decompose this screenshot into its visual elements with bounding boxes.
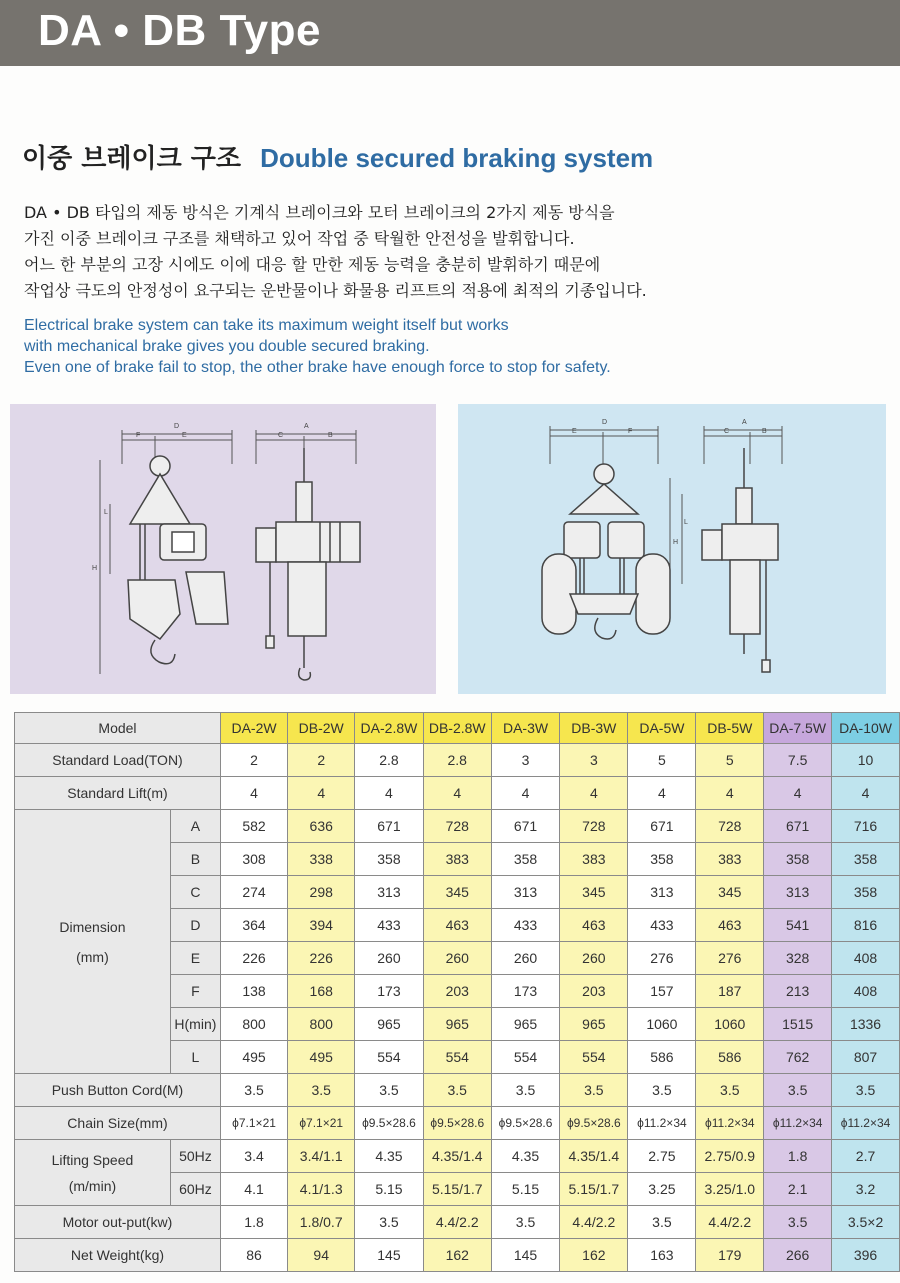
dimension-key: C: [170, 876, 220, 909]
table-cell: 308: [220, 843, 287, 876]
table-cell: 463: [696, 909, 764, 942]
table-cell: ϕ11.2×34: [832, 1107, 900, 1140]
table-cell: 3.25/1.0: [696, 1173, 764, 1206]
table-cell: 4.35: [355, 1140, 423, 1173]
model-header-cell: DB-2.8W: [423, 713, 491, 744]
table-cell: 463: [560, 909, 628, 942]
table-cell: 260: [491, 942, 559, 975]
table-cell: 554: [491, 1041, 559, 1074]
diagram-db-type: [458, 404, 886, 694]
table-cell: 4: [764, 777, 832, 810]
table-cell: 3.5: [423, 1074, 491, 1107]
table-cell: 358: [628, 843, 696, 876]
table-cell: 313: [355, 876, 423, 909]
dim-label-l: L: [104, 509, 108, 516]
table-cell: 396: [832, 1239, 900, 1272]
dimension-key: E: [170, 942, 220, 975]
table-cell: 1336: [832, 1008, 900, 1041]
dimension-label-line1: Dimension: [59, 918, 126, 935]
table-cell: 671: [491, 810, 559, 843]
table-cell: 3.2: [832, 1173, 900, 1206]
table-cell: 364: [220, 909, 287, 942]
table-cell: 495: [220, 1041, 287, 1074]
row-label: Standard Lift(m): [15, 777, 221, 810]
dim-label-d: D: [602, 419, 608, 426]
model-header-cell: DB-3W: [560, 713, 628, 744]
diagram-da-type: [10, 404, 436, 694]
table-cell: 3.5: [491, 1206, 559, 1239]
table-cell: 4.4/2.2: [560, 1206, 628, 1239]
model-header-cell: DA-10W: [832, 713, 900, 744]
table-cell: ϕ9.5×28.6: [423, 1107, 491, 1140]
table-cell: 586: [696, 1041, 764, 1074]
table-cell: 276: [696, 942, 764, 975]
section-heading: [22, 138, 653, 175]
table-cell: ϕ9.5×28.6: [560, 1107, 628, 1140]
dim-label-l: L: [684, 519, 688, 526]
intro-korean: [24, 200, 647, 304]
section-title-ko: 이중 브레이크 구조: [22, 144, 242, 174]
dim-label-a: A: [742, 419, 747, 426]
table-cell: 3.5×2: [832, 1206, 900, 1239]
table-cell: 807: [832, 1041, 900, 1074]
table-cell: 4.1/1.3: [288, 1173, 355, 1206]
dim-label-f: F: [628, 428, 633, 435]
table-cell: ϕ9.5×28.6: [491, 1107, 559, 1140]
table-cell: 3: [560, 744, 628, 777]
dim-label-a: A: [304, 423, 309, 430]
table-cell: 358: [832, 876, 900, 909]
table-cell: 408: [832, 942, 900, 975]
table-cell: 328: [764, 942, 832, 975]
table-cell: 671: [764, 810, 832, 843]
dimension-key: A: [170, 810, 220, 843]
table-cell: 358: [832, 843, 900, 876]
table-cell: 4: [491, 777, 559, 810]
lifting-speed-label-line2: (m/min): [68, 1177, 117, 1194]
table-cell: 162: [560, 1239, 628, 1272]
intro-ko-line: 어느 한 부분의 고장 시에도 이에 대응 할 만한 제동 능력을 충분히 발휘하기 때문에: [24, 255, 601, 274]
table-cell: 3.5: [764, 1074, 832, 1107]
table-cell: 345: [560, 876, 628, 909]
table-cell: 4.35/1.4: [423, 1140, 491, 1173]
table-cell: 3.5: [220, 1074, 287, 1107]
table-cell: 1515: [764, 1008, 832, 1041]
table-cell: 728: [423, 810, 491, 843]
table-cell: 4: [560, 777, 628, 810]
row-label: Standard Load(TON): [15, 744, 221, 777]
table-cell: 554: [355, 1041, 423, 1074]
table-cell: 313: [764, 876, 832, 909]
table-cell: 554: [560, 1041, 628, 1074]
dim-label-b: B: [762, 428, 767, 435]
table-cell: 4: [832, 777, 900, 810]
table-cell: 260: [560, 942, 628, 975]
table-cell: 4: [696, 777, 764, 810]
table-cell: 3.5: [560, 1074, 628, 1107]
intro-en-line: Electrical brake system can take its maximum weight itself but works: [24, 317, 509, 334]
dim-label-c: C: [278, 432, 284, 439]
table-cell: 3.25: [628, 1173, 696, 1206]
model-header-cell: DB-5W: [696, 713, 764, 744]
table-cell: ϕ7.1×21: [220, 1107, 287, 1140]
table-cell: 463: [423, 909, 491, 942]
table-row: [15, 777, 900, 810]
table-cell: 5.15: [491, 1173, 559, 1206]
table-cell: 86: [220, 1239, 287, 1272]
table-cell: 338: [288, 843, 355, 876]
table-cell: 433: [628, 909, 696, 942]
table-cell: 3.5: [764, 1206, 832, 1239]
table-cell: 495: [288, 1041, 355, 1074]
table-cell: 4.35/1.4: [560, 1140, 628, 1173]
table-cell: 2.1: [764, 1173, 832, 1206]
table-cell: 173: [491, 975, 559, 1008]
table-cell: ϕ9.5×28.6: [355, 1107, 423, 1140]
table-cell: 586: [628, 1041, 696, 1074]
table-cell: 800: [288, 1008, 355, 1041]
table-cell: 226: [288, 942, 355, 975]
dimension-label: [15, 810, 171, 1074]
table-cell: 226: [220, 942, 287, 975]
table-cell: 2.75: [628, 1140, 696, 1173]
dim-label-d: D: [174, 423, 180, 430]
table-cell: 138: [220, 975, 287, 1008]
dim-label-h: H: [673, 539, 679, 546]
table-cell: 162: [423, 1239, 491, 1272]
table-cell: 3.4: [220, 1140, 287, 1173]
table-cell: 358: [764, 843, 832, 876]
row-label: Net Weight(kg): [15, 1239, 221, 1272]
table-cell: 1.8: [220, 1206, 287, 1239]
table-row: [15, 1107, 900, 1140]
table-cell: 345: [423, 876, 491, 909]
spec-table: [14, 712, 900, 1272]
intro-en-line: Even one of brake fail to stop, the other brake have enough force to stop for safety.: [24, 359, 611, 376]
table-cell: ϕ11.2×34: [764, 1107, 832, 1140]
lifting-speed-label-line1: Lifting Speed: [51, 1151, 134, 1168]
dim-label-c: C: [724, 428, 730, 435]
table-cell: 274: [220, 876, 287, 909]
table-cell: 1.8: [764, 1140, 832, 1173]
model-header-cell: DA-2W: [220, 713, 287, 744]
table-cell: 276: [628, 942, 696, 975]
table-cell: 762: [764, 1041, 832, 1074]
table-cell: 716: [832, 810, 900, 843]
dim-label-f: F: [136, 432, 141, 439]
table-row: [15, 1239, 900, 1272]
intro-en-line: with mechanical brake gives you double secured braking.: [24, 338, 430, 355]
table-cell: 383: [696, 843, 764, 876]
frequency-key: 50Hz: [170, 1140, 220, 1173]
dim-label-b: B: [328, 432, 333, 439]
table-cell: 1060: [628, 1008, 696, 1041]
table-cell: 4: [628, 777, 696, 810]
table-row: [15, 1074, 900, 1107]
table-cell: 187: [696, 975, 764, 1008]
table-cell: 3.5: [355, 1074, 423, 1107]
table-cell: 298: [288, 876, 355, 909]
dim-label-e: E: [182, 432, 187, 439]
hoist-drawing-da: [10, 404, 436, 694]
table-cell: 1.8/0.7: [288, 1206, 355, 1239]
table-cell: 800: [220, 1008, 287, 1041]
table-cell: 179: [696, 1239, 764, 1272]
table-cell: 2: [220, 744, 287, 777]
table-cell: 4.4/2.2: [696, 1206, 764, 1239]
table-cell: 94: [288, 1239, 355, 1272]
table-cell: 260: [423, 942, 491, 975]
model-header-cell: DA-7.5W: [764, 713, 832, 744]
table-cell: 3.5: [288, 1074, 355, 1107]
table-cell: 5.15/1.7: [560, 1173, 628, 1206]
table-cell: 383: [560, 843, 628, 876]
table-cell: 965: [355, 1008, 423, 1041]
table-cell: 203: [560, 975, 628, 1008]
dim-label-h: H: [92, 565, 98, 572]
table-row: [15, 744, 900, 777]
table-cell: 145: [355, 1239, 423, 1272]
table-cell: 3.5: [628, 1074, 696, 1107]
table-cell: 168: [288, 975, 355, 1008]
table-row: [15, 1206, 900, 1239]
table-cell: 145: [491, 1239, 559, 1272]
table-cell: ϕ11.2×34: [696, 1107, 764, 1140]
dimension-key: L: [170, 1041, 220, 1074]
table-cell: 1060: [696, 1008, 764, 1041]
table-cell: 260: [355, 942, 423, 975]
row-label: Chain Size(mm): [15, 1107, 221, 1140]
intro-english: [24, 315, 611, 378]
table-cell: 582: [220, 810, 287, 843]
table-cell: 965: [560, 1008, 628, 1041]
model-header-cell: DA-3W: [491, 713, 559, 744]
table-cell: 10: [832, 744, 900, 777]
dimension-label-line2: (mm): [76, 948, 109, 965]
table-cell: 4.35: [491, 1140, 559, 1173]
table-cell: 383: [423, 843, 491, 876]
table-cell: 157: [628, 975, 696, 1008]
table-cell: 5: [628, 744, 696, 777]
table-cell: 163: [628, 1239, 696, 1272]
table-cell: 2.8: [355, 744, 423, 777]
table-cell: 2.7: [832, 1140, 900, 1173]
table-cell: 313: [491, 876, 559, 909]
table-cell: 3.4/1.1: [288, 1140, 355, 1173]
table-cell: 345: [696, 876, 764, 909]
table-cell: 433: [355, 909, 423, 942]
row-label: Motor out-put(kw): [15, 1206, 221, 1239]
section-title-en: Double secured braking system: [260, 143, 654, 173]
table-cell: 3.5: [491, 1074, 559, 1107]
intro-ko-line: 작업상 극도의 안정성이 요구되는 운반물이나 화물용 리프트의 적용에 최적의 기종입니다.: [24, 281, 647, 300]
row-label: Push Button Cord(M): [15, 1074, 221, 1107]
table-cell: 5: [696, 744, 764, 777]
table-cell: 4.1: [220, 1173, 287, 1206]
table-cell: 433: [491, 909, 559, 942]
dimension-key: B: [170, 843, 220, 876]
table-cell: 3.5: [628, 1206, 696, 1239]
intro-ko-line: 가진 이중 브레이크 구조를 채택하고 있어 작업 중 탁월한 안전성을 발휘합니다.: [24, 229, 575, 248]
table-cell: 3.5: [696, 1074, 764, 1107]
table-cell: 965: [423, 1008, 491, 1041]
table-cell: ϕ7.1×21: [288, 1107, 355, 1140]
dimension-key: H(min): [170, 1008, 220, 1041]
table-row: [15, 1140, 900, 1173]
table-cell: 816: [832, 909, 900, 942]
table-cell: 203: [423, 975, 491, 1008]
table-cell: 4: [355, 777, 423, 810]
table-cell: 173: [355, 975, 423, 1008]
table-cell: 5.15/1.7: [423, 1173, 491, 1206]
table-cell: 3.5: [832, 1074, 900, 1107]
model-header-cell: DA-5W: [628, 713, 696, 744]
table-cell: 266: [764, 1239, 832, 1272]
frequency-key: 60Hz: [170, 1173, 220, 1206]
table-cell: 554: [423, 1041, 491, 1074]
model-header-cell: DA-2.8W: [355, 713, 423, 744]
dim-label-e: E: [572, 428, 577, 435]
table-cell: 358: [491, 843, 559, 876]
dimension-key: F: [170, 975, 220, 1008]
table-cell: 213: [764, 975, 832, 1008]
lifting-speed-label: [15, 1140, 171, 1206]
table-cell: 358: [355, 843, 423, 876]
table-cell: ϕ11.2×34: [628, 1107, 696, 1140]
table-cell: 4: [288, 777, 355, 810]
intro-ko-line: DA • DB 타입의 제동 방식은 기계식 브레이크와 모터 브레이크의 2가지 제동 방식을: [24, 203, 615, 222]
table-cell: 2: [288, 744, 355, 777]
table-cell: 7.5: [764, 744, 832, 777]
table-cell: 728: [560, 810, 628, 843]
table-cell: 3: [491, 744, 559, 777]
table-header-row: [15, 713, 900, 744]
table-cell: 965: [491, 1008, 559, 1041]
table-cell: 5.15: [355, 1173, 423, 1206]
table-cell: 4.4/2.2: [423, 1206, 491, 1239]
model-header: Model: [15, 713, 221, 744]
table-cell: 3.5: [355, 1206, 423, 1239]
table-cell: 2.8: [423, 744, 491, 777]
hoist-drawing-db: [458, 404, 886, 694]
model-header-cell: DB-2W: [288, 713, 355, 744]
table-cell: 313: [628, 876, 696, 909]
dimension-key: D: [170, 909, 220, 942]
table-cell: 671: [628, 810, 696, 843]
table-cell: 408: [832, 975, 900, 1008]
table-cell: 2.75/0.9: [696, 1140, 764, 1173]
table-row: [15, 810, 900, 843]
page-title: DA • DB Type: [38, 6, 321, 55]
table-cell: 4: [220, 777, 287, 810]
table-cell: 636: [288, 810, 355, 843]
table-cell: 394: [288, 909, 355, 942]
table-cell: 541: [764, 909, 832, 942]
table-cell: 4: [423, 777, 491, 810]
table-cell: 671: [355, 810, 423, 843]
table-cell: 728: [696, 810, 764, 843]
